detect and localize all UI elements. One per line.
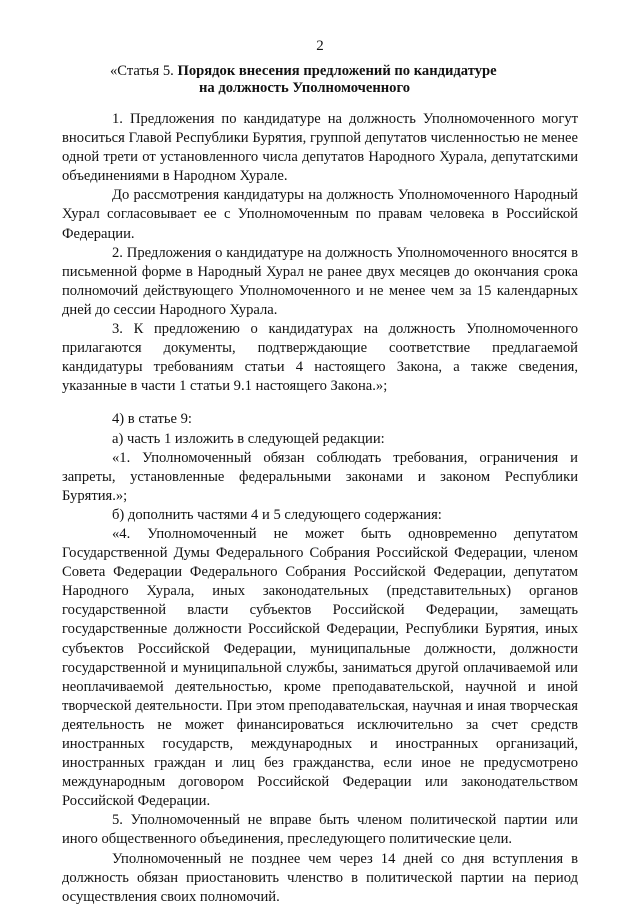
paragraph-3: 2. Предложения о кандидатуре на должность Уполномоченного вносятся в письменной форме в Народный Хурал не ранее двух месяцев до окончания срока полномочий действующего Уполномоченного и не менее чем за 15 календарных дней до сессии Народного Хурала.	[62, 244, 578, 318]
paragraph-6: а) часть 1 изложить в следующей редакции:	[112, 430, 385, 447]
page-number: 2	[316, 38, 324, 54]
paragraph-4: 3. К предложению о кандидатурах на должность Уполномоченного прилагаются документы, подтверждающие соответствие предлагаемой кандидатуры требованиям статьи 4 настоящего Закона, а также сведения, указанные в части 1 статьи 9.1 настоящего Закона.»;	[62, 321, 578, 395]
paragraph-9: «4. Уполномоченный не может быть одновременно депутатом Государственной Думы Федерального Собрания Российской Федерации, членом Совета Федерации Федерального Собрания Российской Федерации, депутатом Народного Хурала, иных законодательных (представительных) органов государственной власти субъектов Российской Федерации, замещать государственные должности Российской Федерации, Республики Бурятия, иных субъектов Российской Федерации, муниципальные должности, должности государственной и муниципальной службы, заниматься другой оплачиваемой или неоплачиваемой деятельностью, кроме преподавательской, научной и иной творческой деятельности. При этом преподавательская, научная и иная творческая деятельность не может финансироваться исключительно за счет средств иностранных государств, международных и иностранных организаций, иностранных граждан и лиц без гражданства, если иное не предусмотрено международным договором Российской Федерации или законодательством Российской Федерации.	[62, 525, 578, 810]
paragraph-5: 4) в статье 9:	[112, 411, 192, 428]
article-title	[110, 63, 497, 97]
paragraph-11: Уполномоченный не позднее чем через 14 дней со дня вступления в должность обязан приостановить членство в политической партии на период осуществления своих полномочий.	[62, 850, 578, 905]
document-body	[62, 110, 578, 907]
paragraph-8: б) дополнить частями 4 и 5 следующего содержания:	[112, 506, 442, 523]
article-prefix: «Статья 5.	[110, 63, 174, 79]
paragraph-2: До рассмотрения кандидатуры на должность Уполномоченного Народный Хурал согласовывает ее с Уполномоченным по правам человека в Российской Федерации.	[62, 187, 578, 242]
article-title-line2: на должность Уполномоченного	[199, 80, 411, 96]
paragraph-1: 1. Предложения по кандидатуре на должность Уполномоченного могут вноситься Главой Республики Бурятия, группой депутатов численностью не менее одной трети от установленного числа депутатов Народного Хурала, депутатскими объединениями в Народном Хурале.	[62, 111, 578, 185]
article-title-line1: Порядок внесения предложений по кандидатуре	[177, 63, 497, 79]
paragraph-7: «1. Уполномоченный обязан соблюдать требования, ограничения и запреты, установленные федеральными законами и законом Республики Бурятия.»;	[62, 449, 578, 504]
paragraph-10: 5. Уполномоченный не вправе быть членом политической партии или иного общественного объединения, преследующего политические цели.	[62, 812, 578, 848]
